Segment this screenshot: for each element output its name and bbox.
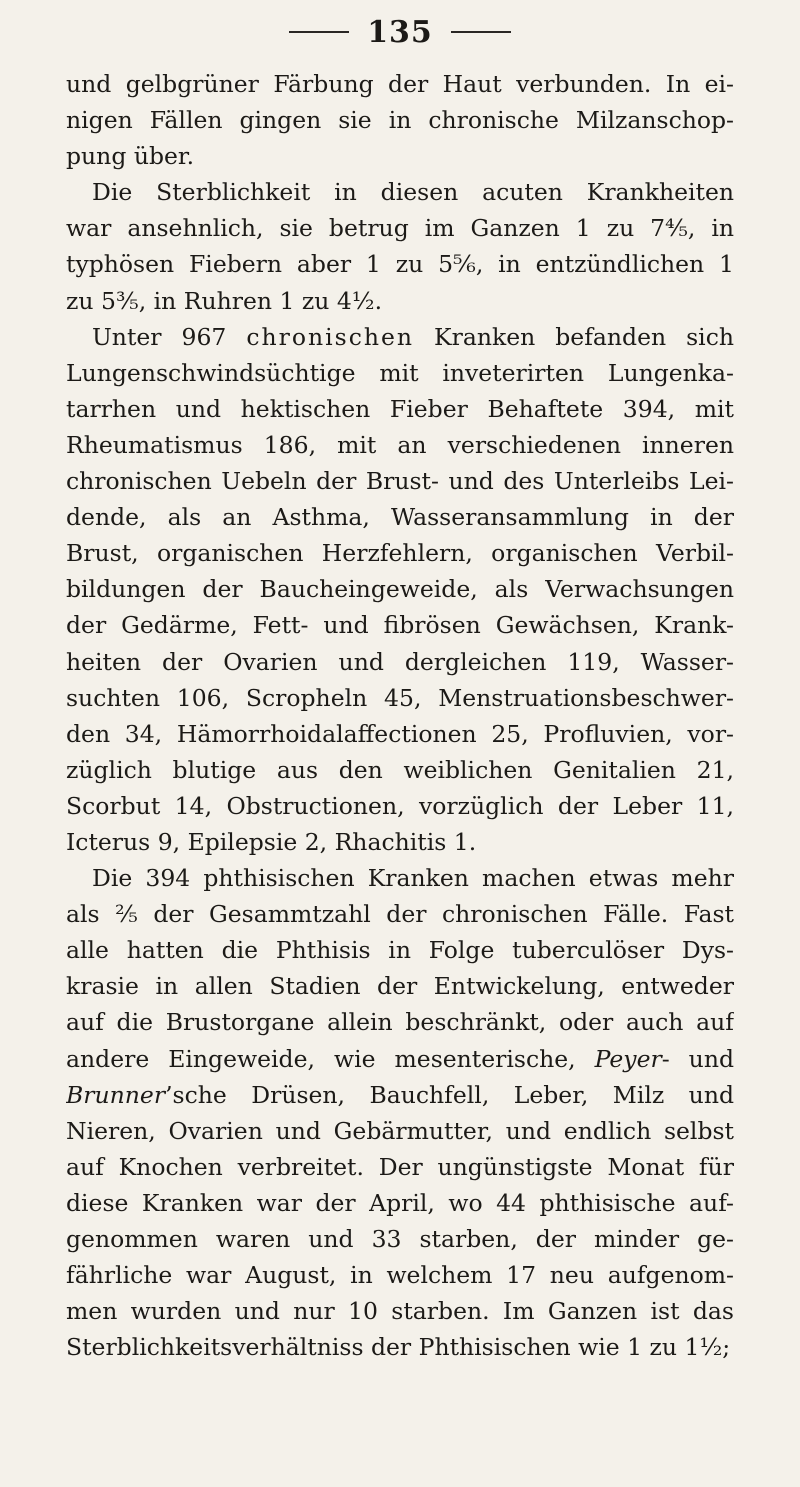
text-line: genommen waren und 33 starben, der minder ge-	[66, 1225, 734, 1253]
text-line: züglich blutige aus den weiblichen Genitalien 21,	[66, 755, 734, 784]
text-line: auf Knochen verbreitet. Der ungünstigste Monat für	[66, 1152, 734, 1181]
italic-name-brunner: Brunner	[66, 1080, 166, 1109]
text-segment: ’sche Drüsen, Bauchfell, Leber, Milz und	[165, 1080, 734, 1109]
text-segment: andere Eingeweide, wie mesenterische,	[66, 1044, 595, 1073]
header-rule-right	[451, 31, 511, 33]
text-line: Icterus 9, Epilepsie 2, Rhachitis 1.	[66, 827, 477, 856]
text-line: suchten 106, Scropheln 45, Menstruationsbeschwer-	[66, 683, 734, 712]
text-line: fährliche war August, in welchem 17 neu aufgenom-	[66, 1261, 734, 1290]
text-line: pung über.	[66, 142, 195, 171]
text-line: chronischen Uebeln der Brust- und des Unterleibs Lei-	[66, 467, 734, 496]
text-line: Brust, organischen Herzfehlern, organischen Verbil-	[66, 539, 734, 568]
italic-name-peyer: Peyer	[594, 1044, 662, 1073]
text-line: zu 5³⁄₅, in Ruhren 1 zu 4¹⁄₂.	[66, 286, 383, 315]
text-line: dende, als an Asthma, Wasseransammlung in der	[66, 503, 734, 532]
text-line: Nieren, Ovarien und Gebärmutter, und endlich selbst	[66, 1116, 734, 1145]
text-line: diese Kranken war der April, wo 44 phthisische auf-	[66, 1188, 734, 1217]
text-line: bildungen der Baucheingeweide, als Verwachsungen	[66, 575, 734, 604]
text-line	[66, 1041, 734, 1077]
text-line: Sterblichkeitsverhältniss der Phthisischen wie 1 zu 1¹⁄₂;	[66, 1333, 731, 1362]
text-line: auf die Brustorgane allein beschränkt, oder auch auf	[66, 1008, 734, 1037]
text-line: Rheumatismus 186, mit an verschiedenen inneren	[66, 430, 734, 459]
text-line	[66, 1077, 734, 1113]
text-line: Lungenschwindsüchtige mit inveterirten Lungenka-	[66, 358, 734, 387]
text-line: der Gedärme, Fett- und fibrösen Gewächsen, Krank-	[66, 611, 734, 640]
text-line: Scorbut 14, Obstructionen, vorzüglich der Leber 11,	[66, 791, 734, 820]
text-line: alle hatten die Phthisis in Folge tuberculöser Dys-	[66, 936, 734, 965]
text-line: und gelbgrüner Färbung der Haut verbunden. In ei-	[66, 70, 734, 98]
text-line: Die 394 phthisischen Kranken machen etwas mehr	[92, 864, 734, 893]
page-header	[0, 12, 800, 52]
page-number: 135	[367, 14, 433, 50]
text-line: war ansehnlich, sie betrug im Ganzen 1 zu 7⁴⁄₅, in	[66, 214, 734, 243]
text-line: krasie in allen Stadien der Entwickelung, entweder	[66, 972, 734, 1001]
text-line: nigen Fällen gingen sie in chronische Milzanschop-	[66, 106, 734, 135]
body-text	[66, 66, 734, 1365]
text-line: typhösen Fiebern aber 1 zu 5⁵⁄₆, in entzündlichen 1	[66, 250, 734, 279]
text-line: heiten der Ovarien und dergleichen 119, Wasser-	[66, 647, 734, 676]
text-line: den 34, Hämorrhoidalaffectionen 25, Profluvien, vor-	[66, 719, 734, 748]
emphasized-word: chronischen	[246, 322, 415, 351]
text-line: tarrhen und hektischen Fieber Behaftete 394, mit	[66, 394, 734, 423]
text-line: men wurden und nur 10 starben. Im Ganzen ist das	[66, 1297, 734, 1326]
text-line: Unter 967 chronischen Kranken befanden sich	[92, 322, 734, 351]
text-segment: - und	[661, 1044, 734, 1073]
text-line: Die Sterblichkeit in diesen acuten Krankheiten	[92, 178, 734, 207]
header-rule-left	[289, 31, 349, 33]
text-line: als ²⁄₅ der Gesammtzahl der chronischen Fälle. Fast	[66, 900, 734, 929]
